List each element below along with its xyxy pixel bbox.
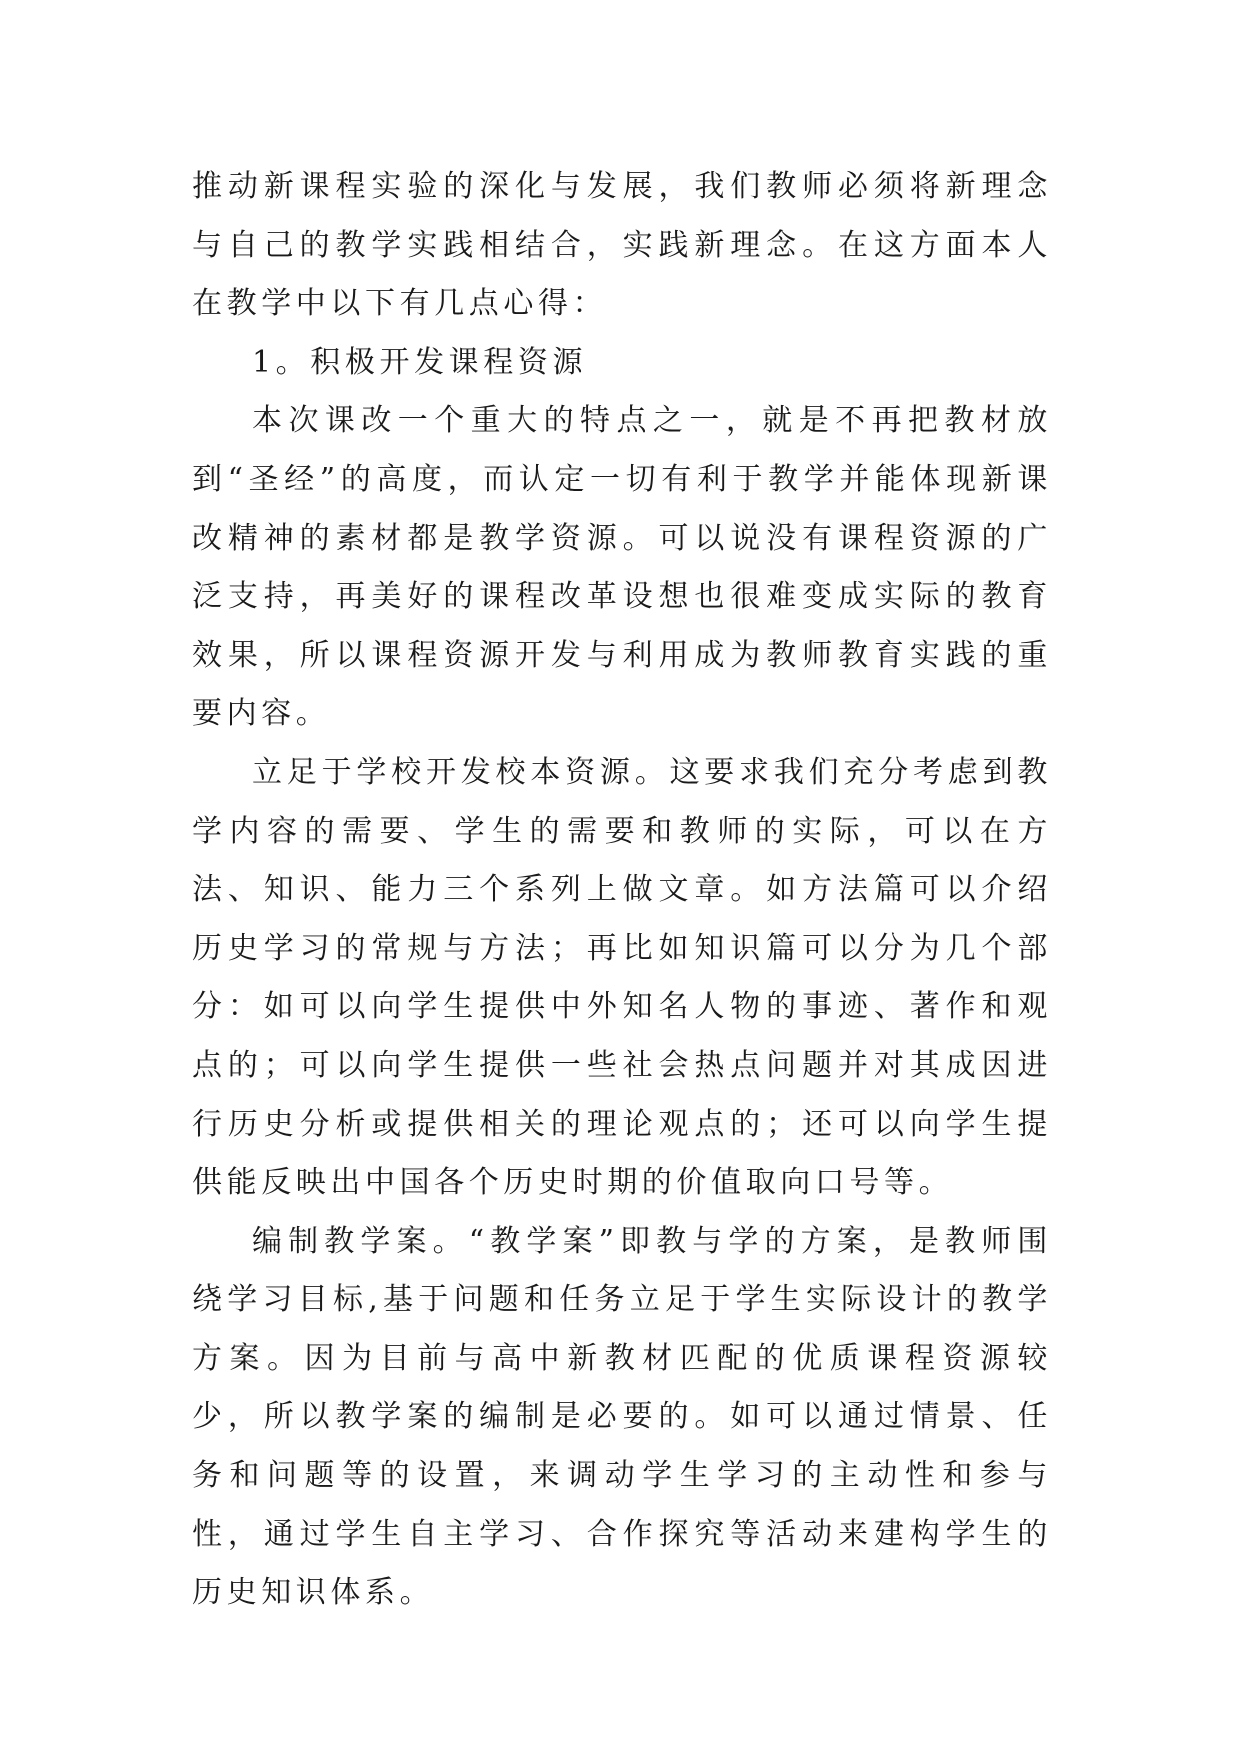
paragraph-curriculum-reform: 本次课改一个重大的特点之一，就是不再把教材放到“圣经”的高度，而认定一切有利于教学并能体现新课改精神的素材都是教学资源。可以说没有课程资源的广泛支持，再美好的课程改革设想也很难变成实际的教育效果，所以课程资源开发与利用成为教师教育实践的重要内容。: [192, 403, 1052, 732]
paragraph-school-resources: 立足于学校开发校本资源。这要求我们充分考虑到教学内容的需要、学生的需要和教师的实际，可以在方法、知识、能力三个系列上做文章。如方法篇可以介绍历史学习的常规与方法；再比如知识篇可以分为几个部分：如可以向学生提供中外知名人物的事迹、著作和观点的；可以向学生提供一些社会热点问题并对其成因进行历史分析或提供相关的理论观点的；还可以向学生提供能反映出中国各个历史时期的价值取向口号等。: [192, 754, 1052, 1201]
section-heading: 1。积极开发课程资源: [252, 344, 588, 380]
paragraph-intro: 推动新课程实验的深化与发展，我们教师必须将新理念与自己的教学实践相结合，实践新理念。在这方面本人在教学中以下有几点心得：: [192, 169, 1052, 322]
paragraph-teaching-plan: 编制教学案。“教学案”即教与学的方案，是教师围绕学习目标,基于问题和任务立足于学生实际设计的教学方案。因为目前与高中新教材匹配的优质课程资源较少，所以教学案的编制是必要的。如可以通过情景、任务和问题等的设置，来调动学生学习的主动性和参与性，通过学生自主学习、合作探究等活动来建构学生的历史知识体系。: [192, 1223, 1052, 1611]
document-body: [192, 158, 1052, 1623]
